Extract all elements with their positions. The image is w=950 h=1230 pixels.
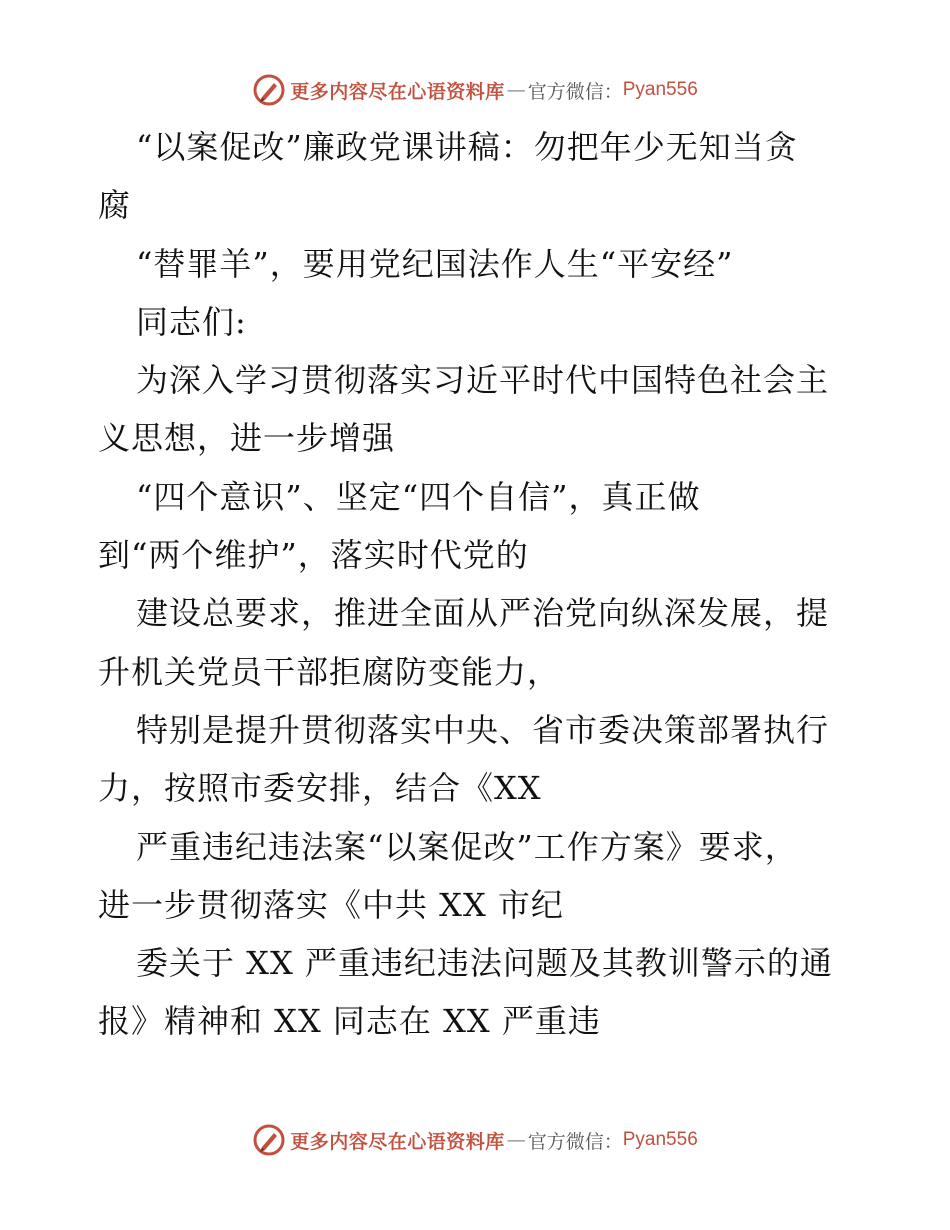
title-line-2: 腐 [98,186,132,225]
title-line-1: “以案促改”廉政党课讲稿：勿把年少无知当贪 [136,128,798,166]
paragraph-line: 到“两个维护”，落实时代党的 [98,536,529,575]
footer-wechat-id: Pyan556 [622,1129,698,1150]
paragraph-line: 委关于 XX 严重违纪违法问题及其教训警示的通 [136,944,833,983]
paragraph-line: 力，按照市委安排，结合《XX [98,769,542,808]
paragraph-line: 为深入学习贯彻落实习近平时代中国特色社会主 [136,361,830,400]
paragraph-line: 进一步贯彻落实《中共 XX 市纪 [98,885,564,924]
paragraph-line: 升机关党员干部拒腐防变能力， [98,652,561,691]
document-body [98,118,858,1051]
paragraph-line: “四个意识”、坚定“四个自信”，真正做 [136,477,701,516]
header-wechat-id: Pyan556 [622,79,698,100]
header-site-name: 更多内容尽在心语资料库 [290,80,505,103]
subtitle-line: “替罪羊”，要用党纪国法作人生“平安经” [136,244,734,283]
footer-wechat-label: 官方微信： [527,1130,623,1153]
footer-banner [0,1120,950,1160]
paragraph-line: 特别是提升贯彻落实中央、省市委决策部署执行 [136,710,830,749]
paragraph-line: 义思想，进一步增强 [98,419,396,458]
pen-logo-icon [252,1123,286,1157]
header-dash: — [506,79,526,101]
paragraph-line: 报》精神和 XX 同志在 XX 严重违 [98,1002,601,1041]
paragraph-line: 建设总要求，推进全面从严治党向纵深发展，提 [136,594,830,633]
header-wechat-label: 官方微信： [527,80,623,103]
footer-site-name: 更多内容尽在心语资料库 [290,1130,505,1153]
footer-dash: — [506,1129,526,1151]
header-banner [0,70,950,110]
paragraph-line: 严重违纪违法案“以案促改”工作方案》要求， [136,827,798,866]
pen-logo-icon [252,73,286,107]
salutation-line: 同志们: [136,302,247,341]
